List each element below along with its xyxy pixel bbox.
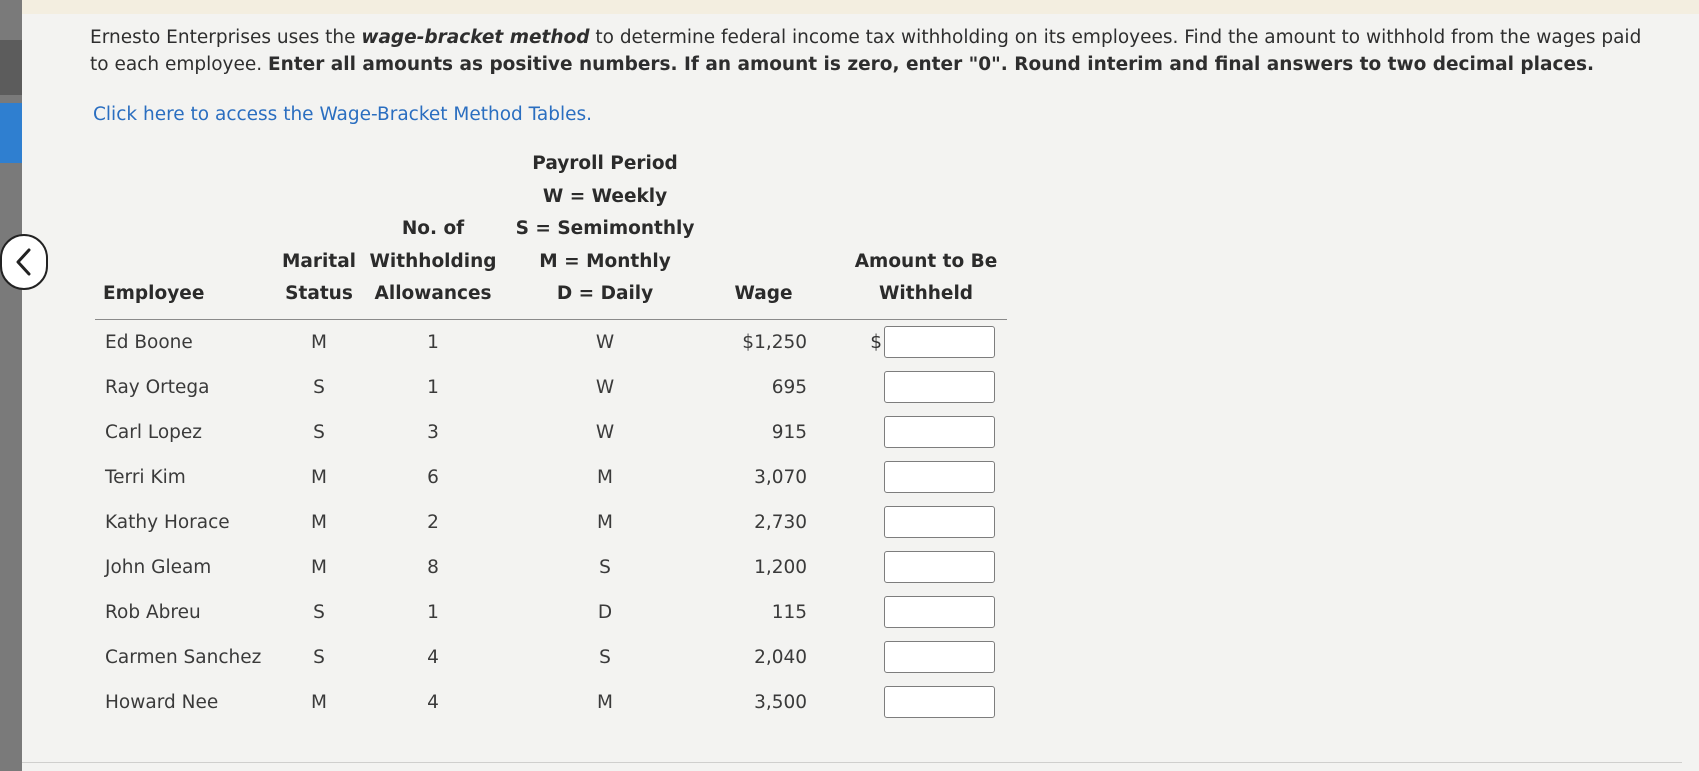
employee-name: Kathy Horace: [105, 511, 230, 533]
withholding-table: [95, 148, 1007, 725]
employee-name: Rob Abreu: [105, 601, 201, 623]
amount-input[interactable]: [884, 416, 995, 448]
sidebar-tab[interactable]: [0, 40, 22, 95]
employee-name: Carl Lopez: [105, 421, 203, 443]
marital-status: M: [311, 556, 327, 578]
allowances: 1: [427, 331, 439, 353]
header-allowances: No. of Withholding Allowances: [362, 148, 504, 319]
payroll-period: D: [597, 601, 613, 623]
employee-name: Ed Boone: [105, 331, 193, 353]
payroll-period: W: [595, 331, 615, 353]
divider: [22, 762, 1682, 763]
top-banner: [22, 0, 1699, 14]
marital-status: M: [311, 511, 327, 533]
header-amount-withheld: Amount to Be Withheld: [821, 148, 1007, 319]
allowances: 3: [427, 421, 439, 443]
wage: 3,070: [754, 466, 808, 488]
sidebar-tab-active[interactable]: [0, 103, 22, 163]
header-payroll-period: Payroll Period W = Weekly S = Semimonthly M = Monthly D = Daily: [504, 148, 706, 319]
table-row: [95, 319, 1007, 365]
amount-input[interactable]: [884, 596, 995, 628]
marital-status: M: [311, 691, 327, 713]
amount-input[interactable]: [884, 551, 995, 583]
amount-input[interactable]: [884, 641, 995, 673]
employee-name: Ray Ortega: [105, 376, 210, 398]
allowances: 1: [427, 376, 439, 398]
intro-part1: Ernesto Enterprises uses the: [90, 27, 362, 48]
payroll-period: S: [599, 646, 611, 668]
table-row: [95, 365, 1007, 410]
chevron-left-icon: [13, 247, 35, 277]
amount-input[interactable]: [884, 326, 995, 358]
wage: 695: [771, 376, 808, 398]
amount-cell: [821, 365, 1007, 410]
table-row: [95, 500, 1007, 545]
wage: 915: [771, 421, 808, 443]
employee-name: John Gleam: [105, 556, 212, 578]
employee-name: Terri Kim: [105, 466, 186, 488]
payroll-period: M: [597, 691, 614, 713]
amount-input[interactable]: [884, 461, 995, 493]
allowances: 8: [427, 556, 439, 578]
allowances: 2: [427, 511, 439, 533]
amount-input[interactable]: [884, 506, 995, 538]
wage: $1,250: [742, 331, 808, 353]
wage: 2,040: [754, 646, 808, 668]
allowances: 4: [427, 646, 439, 668]
wage: 115: [771, 601, 808, 623]
wage: 2,730: [754, 511, 808, 533]
amount-cell: [821, 635, 1007, 680]
employee-name: Carmen Sanchez: [105, 646, 262, 668]
payroll-period: M: [597, 511, 614, 533]
amount-input[interactable]: [884, 371, 995, 403]
intro-method: wage-bracket method: [361, 27, 590, 48]
header-employee: Employee: [95, 148, 276, 319]
marital-status: S: [313, 601, 325, 623]
wage: 3,500: [754, 691, 808, 713]
intro-part2: to determine federal income tax withholding on its employees. Find the amount to withhold from the wages paid to each employee.: [90, 27, 1642, 75]
table-body: [95, 319, 1007, 725]
amount-cell: [821, 500, 1007, 545]
allowances: 1: [427, 601, 439, 623]
dollar-sign: $: [870, 331, 883, 353]
payroll-period: S: [599, 556, 611, 578]
payroll-period: W: [595, 421, 615, 443]
amount-cell: [821, 545, 1007, 590]
allowances: 4: [427, 691, 439, 713]
payroll-period: W: [595, 376, 615, 398]
amount-cell: [821, 410, 1007, 455]
marital-status: S: [313, 421, 325, 443]
amount-cell: [821, 590, 1007, 635]
wage-bracket-tables-link[interactable]: Click here to access the Wage-Bracket Method Tables.: [93, 104, 593, 125]
payroll-period: M: [597, 466, 614, 488]
amount-cell: [821, 319, 1007, 365]
marital-status: M: [311, 466, 327, 488]
amount-cell: [821, 680, 1007, 725]
table-row: [95, 590, 1007, 635]
marital-status: M: [311, 331, 327, 353]
employee-name: Howard Nee: [105, 691, 219, 713]
table-header-row: [95, 148, 1007, 319]
amount-cell: [821, 455, 1007, 500]
left-sidebar-strip: [0, 0, 22, 771]
allowances: 6: [427, 466, 439, 488]
header-marital-status: Marital Status: [276, 148, 362, 319]
table-row: [95, 410, 1007, 455]
back-button[interactable]: [0, 234, 48, 290]
amount-input[interactable]: [884, 686, 995, 718]
intro-instructions: Enter all amounts as positive numbers. If an amount is zero, enter "0". Round interim and final answers to two decimal places.: [268, 54, 1595, 75]
marital-status: S: [313, 376, 325, 398]
table-row: [95, 680, 1007, 725]
header-wage: Wage: [706, 148, 821, 319]
table-row: [95, 455, 1007, 500]
question-text: [90, 24, 1660, 78]
table-row: [95, 635, 1007, 680]
marital-status: S: [313, 646, 325, 668]
wage: 1,200: [754, 556, 808, 578]
table-row: [95, 545, 1007, 590]
